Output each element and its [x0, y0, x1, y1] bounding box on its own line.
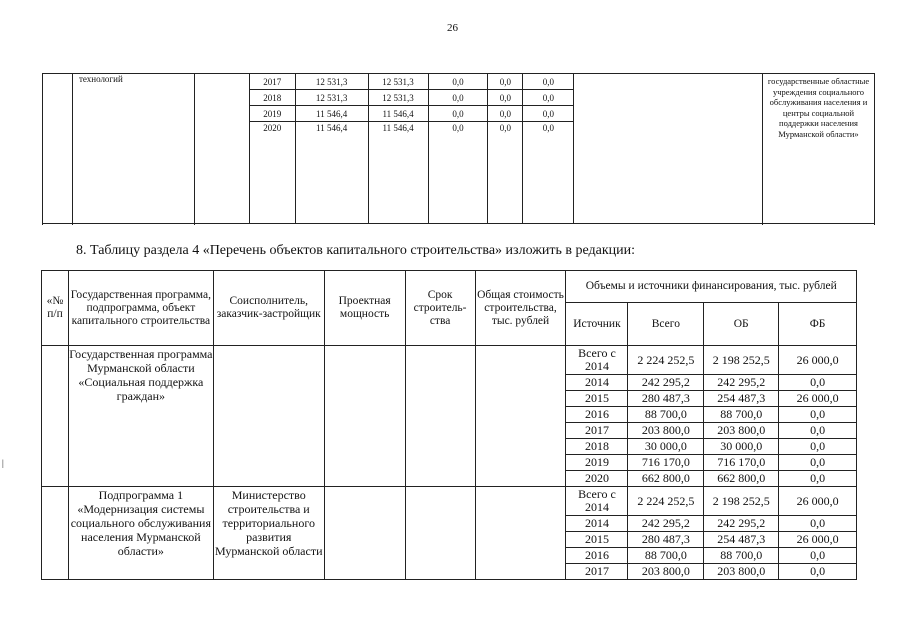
header-total: Всего — [628, 303, 704, 346]
row-ob: 716 170,0 — [704, 455, 779, 471]
row-source: 2019 — [566, 455, 628, 471]
row-ob: 30 000,0 — [704, 439, 779, 455]
group1-num — [42, 346, 69, 487]
row-fb: 0,0 — [779, 423, 857, 439]
cont-c2: 0,0 — [488, 122, 523, 224]
row-total: 88 700,0 — [628, 548, 704, 564]
group1-cost — [475, 346, 566, 487]
row-ob: 242 295,2 — [704, 375, 779, 391]
row-fb: 26 000,0 — [779, 532, 857, 548]
cont-c1: 0,0 — [428, 122, 488, 224]
row-total: 88 700,0 — [628, 407, 704, 423]
cont-empty-wide — [574, 74, 763, 224]
cont-c2: 0,0 — [488, 106, 523, 122]
row-fb: 0,0 — [779, 455, 857, 471]
row-source: 2020 — [566, 471, 628, 487]
header-fb: ФБ — [779, 303, 857, 346]
cont-ob: 11 546,4 — [368, 122, 428, 224]
cont-c1: 0,0 — [428, 106, 488, 122]
row-source: 2014 — [566, 375, 628, 391]
cont-total: 11 546,4 — [295, 106, 368, 122]
row-total: 280 487,3 — [628, 532, 704, 548]
row-source: 2017 — [566, 423, 628, 439]
cont-num-cell — [43, 74, 73, 224]
row-total: 242 295,2 — [628, 375, 704, 391]
row-fb: 0,0 — [779, 564, 857, 580]
cont-c2: 0,0 — [488, 90, 523, 106]
capital-construction-table — [41, 270, 857, 580]
cont-ob: 12 531,3 — [368, 74, 428, 90]
row-source: 2015 — [566, 532, 628, 548]
row-source: 2015 — [566, 391, 628, 407]
group2-cost — [475, 487, 566, 580]
cont-year: 2020 — [249, 122, 295, 224]
continuation-table — [42, 73, 875, 224]
row-total: 280 487,3 — [628, 391, 704, 407]
cont-year: 2017 — [249, 74, 295, 90]
row-fb: 26 000,0 — [779, 391, 857, 407]
row-fb: 0,0 — [779, 407, 857, 423]
row-source: 2016 — [566, 407, 628, 423]
group1-coexecutor — [213, 346, 324, 487]
row-fb: 0,0 — [779, 548, 857, 564]
header-cost: Общая стоимость строительства, тыс. рублей — [475, 271, 566, 346]
cont-c1: 0,0 — [428, 90, 488, 106]
group2-num — [42, 487, 69, 580]
row-source: 2014 — [566, 516, 628, 532]
cont-empty-cell — [194, 74, 249, 224]
row-total: 30 000,0 — [628, 439, 704, 455]
page-number: 26 — [447, 22, 458, 34]
row-total: 2 224 252,5 — [628, 346, 704, 375]
header-program: Государственная программа, подпрограмма, объект капитального строительства — [68, 271, 213, 346]
row-total: 2 224 252,5 — [628, 487, 704, 516]
cont-name-cell: технологий — [72, 74, 194, 224]
header-financing: Объемы и источники финансирования, тыс. рублей — [566, 271, 857, 303]
cont-c3: 0,0 — [523, 90, 574, 106]
row-total: 716 170,0 — [628, 455, 704, 471]
cont-c2: 0,0 — [488, 74, 523, 90]
cont-c1: 0,0 — [428, 74, 488, 90]
cont-executor: государственные областные учреждения социального обслуживания населения и центры социальной поддержки населения Мурманской области» — [762, 74, 874, 224]
row-ob: 88 700,0 — [704, 548, 779, 564]
row-ob: 662 800,0 — [704, 471, 779, 487]
row-source: Всего с 2014 — [566, 487, 628, 516]
header-capacity: Проектная мощность — [324, 271, 405, 346]
row-total: 203 800,0 — [628, 423, 704, 439]
cont-year: 2019 — [249, 106, 295, 122]
row-fb: 0,0 — [779, 439, 857, 455]
group2-term — [405, 487, 475, 580]
group1-program: Государственная программа Мурманской области «Социальная поддержка граждан» — [68, 346, 213, 487]
group1-capacity — [324, 346, 405, 487]
row-total: 203 800,0 — [628, 564, 704, 580]
header-coexecutor: Соисполнитель, заказчик-застройщик — [213, 271, 324, 346]
row-total: 662 800,0 — [628, 471, 704, 487]
cont-year: 2018 — [249, 90, 295, 106]
group2-program: Подпрограмма 1 «Модернизация системы социального обслуживания населения Мурманской области» — [68, 487, 213, 580]
row-fb: 0,0 — [779, 516, 857, 532]
row-ob: 88 700,0 — [704, 407, 779, 423]
cont-c3: 0,0 — [523, 122, 574, 224]
row-fb: 0,0 — [779, 471, 857, 487]
cont-total: 11 546,4 — [295, 122, 368, 224]
group1-term — [405, 346, 475, 487]
row-ob: 203 800,0 — [704, 423, 779, 439]
row-ob: 254 487,3 — [704, 532, 779, 548]
header-term: Срок строитель-ства — [405, 271, 475, 346]
margin-mark: | — [2, 458, 4, 468]
cont-c3: 0,0 — [523, 106, 574, 122]
row-ob: 2 198 252,5 — [704, 346, 779, 375]
row-ob: 2 198 252,5 — [704, 487, 779, 516]
header-ob: ОБ — [704, 303, 779, 346]
group2-coexecutor: Министерство строительства и территориального развития Мурманской области — [213, 487, 324, 580]
header-num: «№ п/п — [42, 271, 69, 346]
cont-ob: 11 546,4 — [368, 106, 428, 122]
row-ob: 242 295,2 — [704, 516, 779, 532]
row-ob: 203 800,0 — [704, 564, 779, 580]
group2-capacity — [324, 487, 405, 580]
row-fb: 26 000,0 — [779, 346, 857, 375]
section-heading: 8. Таблицу раздела 4 «Перечень объектов капитального строительства» изложить в редакции: — [76, 243, 636, 258]
row-source: 2018 — [566, 439, 628, 455]
row-ob: 254 487,3 — [704, 391, 779, 407]
row-source: 2016 — [566, 548, 628, 564]
header-source: Источник — [566, 303, 628, 346]
row-fb: 0,0 — [779, 375, 857, 391]
row-source: Всего с 2014 — [566, 346, 628, 375]
cont-ob: 12 531,3 — [368, 90, 428, 106]
cont-total: 12 531,3 — [295, 90, 368, 106]
cont-c3: 0,0 — [523, 74, 574, 90]
row-total: 242 295,2 — [628, 516, 704, 532]
row-fb: 26 000,0 — [779, 487, 857, 516]
cont-total: 12 531,3 — [295, 74, 368, 90]
row-source: 2017 — [566, 564, 628, 580]
